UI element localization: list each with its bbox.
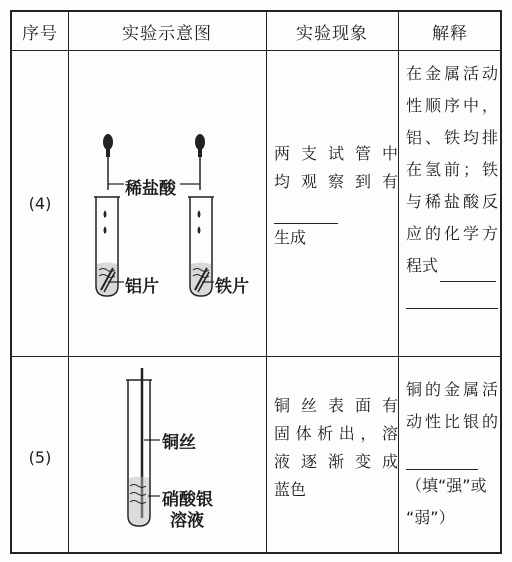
dropper-right-icon [195, 134, 205, 190]
row5-index: (5) [28, 448, 52, 467]
label-iron: 铁片 [215, 277, 249, 297]
test-tube-right-icon [188, 197, 214, 296]
row4-explanation [406, 58, 498, 309]
row4-explanation-line-1: 在金属活动 [406, 64, 498, 83]
row4-phenomenon-blank[interactable] [274, 196, 398, 224]
label-aluminum: 铝片 [125, 277, 159, 297]
row4-phenomenon-line-1: 两支试管中 [274, 144, 398, 163]
label-silver-nitrate: 硝酸银 [162, 490, 213, 510]
row4-equation-blank-2[interactable] [406, 286, 498, 309]
row4-phenomenon-line-2: 均观察到有 [274, 172, 398, 191]
col-divider-2 [266, 12, 267, 552]
row4-equation-label: 程式 [406, 256, 439, 275]
row4-explanation-line-7 [406, 250, 498, 282]
label-hydrochloric-acid: 稀盐酸 [125, 179, 176, 199]
row5-diagram [68, 356, 266, 554]
header-explanation: 解释 [432, 23, 468, 44]
header-index: 序号 [22, 23, 58, 44]
test-tube-silver-nitrate-icon [126, 368, 160, 526]
header-phenomenon: 实验现象 [296, 23, 368, 44]
row4-explanation-line-5: 与稀盐酸反 [406, 192, 498, 211]
row4-diagram [68, 50, 266, 356]
test-tube-left-icon [94, 197, 124, 296]
row4-index: (4) [28, 194, 52, 213]
row5-phenomenon-line-1: 铜丝表面有 [274, 396, 398, 415]
row4-phenomenon-line-4: 生成 [274, 228, 307, 247]
row4-explanation-line-4: 在氢前；铁 [406, 160, 498, 179]
row5-explanation-line-1: 铜的金属活 [406, 380, 498, 399]
row4-explanation-line-6: 应的化学方 [406, 224, 498, 243]
row5-explanation-line-4: （填“强”或 [406, 476, 487, 495]
col-divider-3 [398, 12, 399, 552]
row5-explanation [406, 374, 498, 534]
row5-phenomenon-line-2: 固体析出，溶 [274, 424, 398, 443]
row4-equation-blank-1[interactable] [440, 261, 496, 282]
label-copper-wire: 铜丝 [162, 433, 196, 453]
row5-explanation-line-2: 动性比银的 [406, 412, 498, 431]
row5-phenomenon [274, 392, 398, 504]
row4-explanation-line-3: 铝、铁均排 [406, 128, 498, 147]
row5-phenomenon-line-3: 液逐渐变成 [274, 452, 398, 471]
row5-explanation-line-5: “弱”） [406, 508, 455, 527]
label-solution: 溶液 [170, 511, 204, 531]
row4-explanation-line-2: 性顺序中， [406, 96, 498, 115]
row5-phenomenon-line-4: 蓝色 [274, 480, 307, 499]
experiment-table [10, 10, 502, 554]
header-diagram: 实验示意图 [122, 23, 212, 44]
row4-phenomenon [274, 140, 398, 252]
row5-answer-blank[interactable] [406, 445, 478, 470]
dropper-left-icon [103, 134, 113, 190]
